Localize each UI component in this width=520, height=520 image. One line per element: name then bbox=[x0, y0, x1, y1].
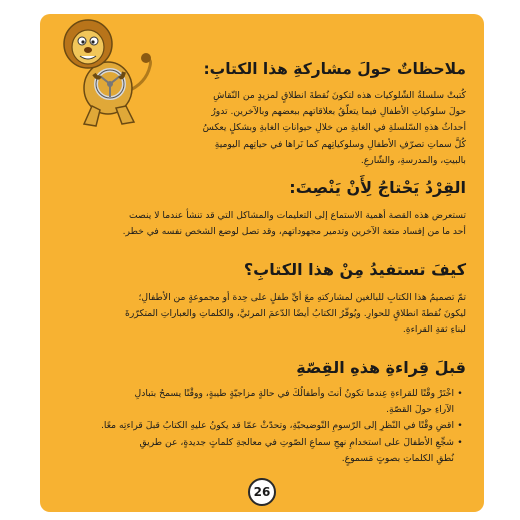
list-item: •شجِّعِ الأطفالَ على استخدامِ نهجِ سماعِ الصّوتِ في معالجةِ كلماتٍ جديدةٍ، عن طريقِ bbox=[54, 435, 466, 451]
paragraph-how-to-benefit bbox=[54, 290, 466, 339]
bullet-icon: • bbox=[457, 420, 463, 432]
list-before-reading bbox=[54, 386, 466, 467]
text-line: بالبيتِ، والمدرسةِ، والشّارعِ. bbox=[360, 154, 466, 166]
bullet-icon: • bbox=[457, 388, 463, 399]
heading-monkey-needs-to-listen: القِرْدُ يَحْتاجُ لِأَنْ يَنْصِتَ: bbox=[289, 178, 466, 197]
list-item: •اخْتَرْ وقْتًا للقراءةِ عِندما تكونُ أنتَ وأطفالُكَ في حالةٍ مزاجيّةٍ طيبةٍ، ووقْتًا يسمحُ بتبادلِ bbox=[54, 386, 466, 402]
list-item: •اقضِ وقْتًا في النّظرِ إلى الرّسومِ التّوضيحيّةِ، وتحدّثْ عمّا قد يكونُ عليهِ الكتابُ قبلَ قراءتِه معًا. bbox=[54, 418, 466, 434]
text-line: كُلَّ سماتِ تصرّفِ الأطفالِ وسلوكياتِهم كما نَراها في حياتِهم اليوميةِ bbox=[214, 138, 466, 150]
text-line: ليكونَ نُقطةَ انطلاقٍ للحوارِ. ويُوفّرُ الكتابُ أيضًا الدّعمَ المرئيَّ، والكلماتِ والعباراتِ المتكرّرةَ bbox=[125, 308, 466, 320]
text-line: تستعرض هذه القصة أهمية الاستماع إلى التعليمات والمشاكل التي قد تنشأ عندما لا ينصت bbox=[129, 210, 466, 221]
bullet-icon: • bbox=[457, 436, 463, 448]
text-line: لبناءِ ثقةِ القراءةِ. bbox=[402, 324, 466, 336]
text-line: كُتبتْ سلسلةُ الشّلوكيات هذه لتكونَ نُقطةَ انطلاقٍ لمزيدٍ من النّقاشِ bbox=[213, 90, 466, 101]
text-line: أحداثُ هذهِ السّلسلةِ في الغابةِ من خلالِ حيواناتِ الغابةِ وبشكلٍ يعكسُ bbox=[202, 122, 466, 134]
paragraph-story-summary bbox=[54, 208, 466, 240]
page-number: 26 bbox=[248, 478, 276, 506]
book-page bbox=[40, 14, 484, 512]
text-line: تمّ تصميمُ هذا الكتابِ للبالغين لمشاركتهِ معَ أيِّ طفلٍ على حِدة أو مجموعةٍ من الأطفالِ؛ bbox=[138, 292, 466, 303]
text-line: حولَ سلوكياتِ الأطفالِ فيما يتعلّقُ بعلاقاتهم ببعضهم وبالآخرين. تدورُ bbox=[211, 106, 466, 118]
heading-before-reading: قبلَ قِراءةِ هذهِ القِصّةِ bbox=[296, 358, 466, 377]
heading-how-to-benefit: كيفَ تستفيدُ مِنْ هذا الكتابِ؟ bbox=[243, 260, 466, 279]
list-item-continuation: نُطقِ الكلماتِ بصوتٍ مَسموعٍ. bbox=[341, 452, 454, 464]
list-item-continuation: الآراءِ حولَ القصّةِ. bbox=[386, 404, 454, 416]
paragraph-book-notes bbox=[54, 88, 466, 169]
text-line: أحد ما من إفساد متعة الآخرين وتدمير مجهوداتهم، وقد تصل لوضع الشخص نفسه في خطر. bbox=[122, 226, 466, 238]
heading-book-notes: ملاحظاتٌ حولَ مشاركةِ هذا الكتابِ: bbox=[203, 60, 466, 78]
